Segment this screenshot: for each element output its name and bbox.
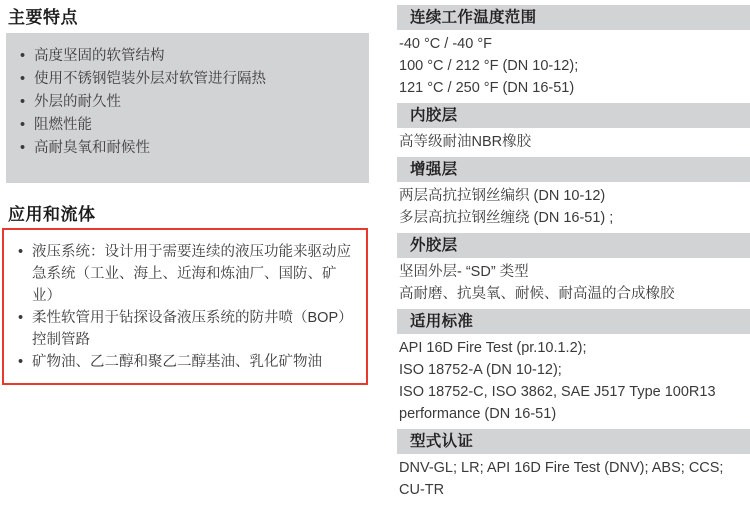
spec-line: 多层高抗拉钢丝缠绕 (DN 16-51) ; (399, 210, 614, 226)
applications-list (16, 241, 358, 373)
application-item: • 矿物油、乙二醇和聚乙二醇基油、乳化矿物油 (16, 351, 358, 373)
spec-section (397, 103, 750, 153)
spec-section-body (399, 185, 750, 229)
features-list (18, 45, 359, 160)
spec-line: 高等级耐油NBR橡胶 (399, 134, 532, 150)
spec-line: 坚固外层- “SD” 类型 (399, 264, 529, 280)
spec-section (397, 233, 750, 305)
spec-line: CU-TR (399, 482, 445, 498)
spec-section (397, 5, 750, 99)
feature-item: • 高度坚固的软管结构 (18, 45, 359, 68)
application-item: • 液压系统：设计用于需要连续的液压功能来驱动应急系统（工业、海上、近海和炼油厂、国防、矿业） (16, 241, 358, 307)
feature-item: • 使用不锈钢铠装外层对软管进行隔热 (18, 68, 359, 91)
spec-line: performance (DN 16-51) (399, 406, 557, 422)
features-panel (6, 33, 369, 183)
spec-line: 两层高抗拉钢丝编织 (DN 10-12) (399, 188, 606, 204)
applications-panel (2, 228, 368, 385)
spec-section-body (399, 337, 750, 425)
right-column (397, 5, 750, 505)
feature-item: • 高耐臭氧和耐候性 (18, 137, 359, 160)
feature-item: • 阻燃性能 (18, 114, 359, 137)
spec-line: API 16D Fire Test (pr.10.1.2); (399, 340, 587, 356)
spec-line: ISO 18752-A (DN 10-12); (399, 362, 562, 378)
spec-line: ISO 18752-C, ISO 3862, SAE J517 Type 100R13 (399, 384, 716, 400)
spec-section-body (399, 261, 750, 305)
spec-line: 高耐磨、抗臭氧、耐候、耐高温的合成橡胶 (399, 286, 675, 302)
spec-section-title: 型式认证 (397, 429, 750, 454)
spec-section-title: 增强层 (397, 157, 750, 182)
spec-section-body (399, 33, 750, 99)
spec-line: -40 °C / -40 °F (399, 36, 492, 52)
spec-section (397, 429, 750, 501)
application-item: • 柔性软管用于钻探设备液压系统的防井喷（BOP）控制管路 (16, 307, 358, 351)
spec-section-body (399, 131, 750, 153)
feature-item: • 外层的耐久性 (18, 91, 359, 114)
spec-section (397, 157, 750, 229)
spec-section-title: 连续工作温度范围 (397, 5, 750, 30)
spec-section-body (399, 457, 750, 501)
spec-line: 100 °C / 212 °F (DN 10-12); (399, 58, 579, 74)
spec-line: 121 °C / 250 °F (DN 16-51) (399, 80, 575, 96)
left-column (0, 0, 382, 385)
features-heading: 主要特点 (8, 8, 78, 27)
spec-section-title: 外胶层 (397, 233, 750, 258)
spec-line: DNV-GL; LR; API 16D Fire Test (DNV); ABS; CCS; (399, 460, 724, 476)
spec-section (397, 309, 750, 425)
applications-heading: 应用和流体 (8, 205, 96, 224)
spec-section-title: 适用标准 (397, 309, 750, 334)
spec-section-title: 内胶层 (397, 103, 750, 128)
